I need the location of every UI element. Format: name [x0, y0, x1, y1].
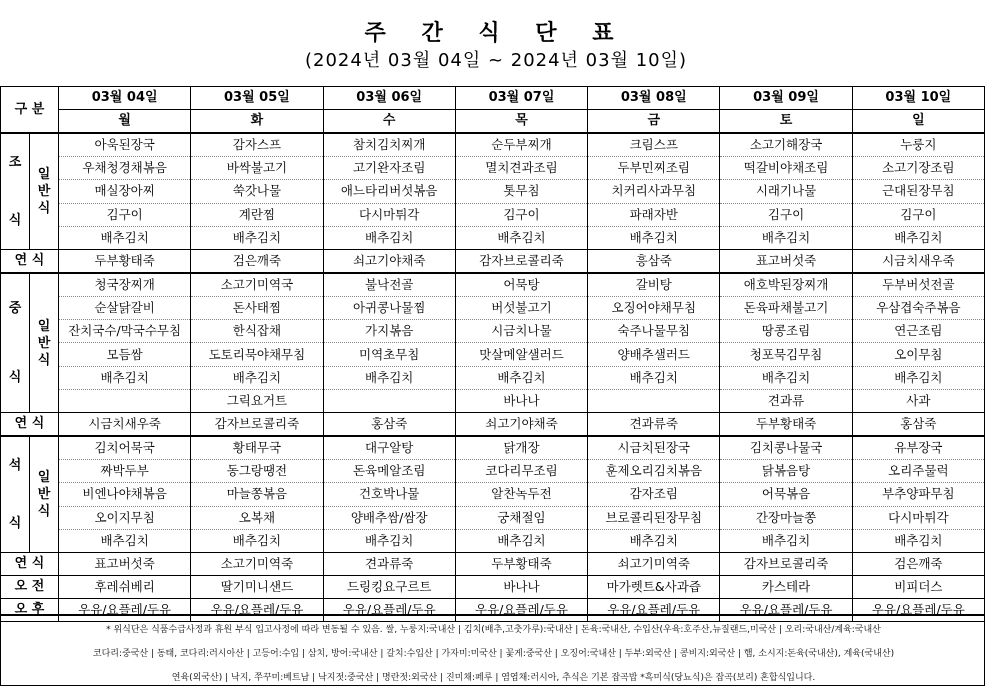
menu-cell: 배추김치: [455, 226, 587, 249]
menu-cell: 바나나: [455, 389, 587, 412]
porridge-cell: 감자브로콜리죽: [455, 250, 587, 274]
menu-cell: 배추김치: [720, 529, 852, 552]
porridge-cell: 표고버섯죽: [720, 250, 852, 274]
snack-cell: 카스테라: [720, 576, 852, 599]
diet-type-label: [30, 133, 59, 250]
menu-cell: 배추김치: [323, 226, 455, 249]
snack-cell: 우유/요플레/두유: [59, 599, 191, 622]
menu-cell: 동그랑땡전: [191, 460, 323, 483]
menu-cell: 양배추쌈/쌈장: [323, 506, 455, 529]
snack-cell: 우유/요플레/두유: [323, 599, 455, 622]
menu-cell: 황태무국: [191, 436, 323, 460]
menu-cell: 잔치국수/막국수무침: [59, 320, 191, 343]
menu-cell: 돈육메알조림: [323, 460, 455, 483]
weekday-header: 화: [191, 110, 323, 134]
menu-cell: 계란찜: [191, 203, 323, 226]
menu-cell: 미역초무침: [323, 343, 455, 366]
menu-cell: 순두부찌개: [455, 133, 587, 157]
porridge-cell: 견과류죽: [323, 553, 455, 576]
menu-cell: 간장마늘쫑: [720, 506, 852, 529]
diet-type-label: [30, 436, 59, 553]
porridge-cell: 두부황태죽: [455, 553, 587, 576]
snack-cell: 드링킹요구르트: [323, 576, 455, 599]
menu-cell: 김구이: [852, 203, 984, 226]
menu-cell: 배추김치: [191, 226, 323, 249]
snack-cell: 후레쉬베리: [59, 576, 191, 599]
menu-cell: 닭개장: [455, 436, 587, 460]
porridge-label: 연 식: [1, 413, 59, 437]
gubun-header: 구 분: [1, 87, 59, 134]
menu-cell: 떡갈비야채조림: [720, 157, 852, 180]
menu-cell: 배추김치: [720, 226, 852, 249]
menu-cell: 소고기미역국: [191, 273, 323, 297]
weekday-header: 수: [323, 110, 455, 134]
menu-cell: 오복채: [191, 506, 323, 529]
menu-cell: 두부민찌조림: [588, 157, 720, 180]
diet-type-label: [30, 273, 59, 413]
menu-cell: 오징어야채무침: [588, 297, 720, 320]
menu-cell: 감자스프: [191, 133, 323, 157]
menu-cell: [323, 389, 455, 412]
meal-label: [1, 273, 30, 413]
weekday-header: 목: [455, 110, 587, 134]
menu-cell: 멸치견과조림: [455, 157, 587, 180]
menu-cell: 김구이: [455, 203, 587, 226]
menu-cell: 배추김치: [588, 366, 720, 389]
weekday-header: 월: [59, 110, 191, 134]
menu-cell: 어묵볶음: [720, 483, 852, 506]
menu-cell: 브로콜리된장무침: [588, 506, 720, 529]
snack-cell: 우유/요플레/두유: [191, 599, 323, 622]
menu-cell: 유부장국: [852, 436, 984, 460]
menu-cell: 사과: [852, 389, 984, 412]
menu-cell: 배추김치: [720, 366, 852, 389]
note-line: 연육(외국산) | 낙지, 쭈꾸미:베트남 | 낙지젓:중국산 | 명란젓:외국산 | 진미채:페루 | 염엽채:러시아, 추식은 기본 잡곡밥 *흑미식(당뇨식)은 잡곡(보리) 혼합식입니다.: [171, 673, 816, 683]
porridge-cell: 소고기미역죽: [191, 553, 323, 576]
menu-cell: 배추김치: [59, 366, 191, 389]
menu-cell: 배추김치: [59, 529, 191, 552]
menu-cell: 가지볶음: [323, 320, 455, 343]
menu-cell: 두부버섯전골: [852, 273, 984, 297]
snack-cell: 바나나: [455, 576, 587, 599]
porridge-cell: 쇠고기야채죽: [455, 413, 587, 437]
menu-cell: 누룽지: [852, 133, 984, 157]
menu-cell: 불낙전골: [323, 273, 455, 297]
porridge-cell: 두부황태죽: [720, 413, 852, 437]
menu-cell: 짜박두부: [59, 460, 191, 483]
meal-label-text: 중 식: [8, 301, 22, 385]
weekly-menu-table: [0, 86, 985, 622]
porridge-cell: 쇠고기야채죽: [323, 250, 455, 274]
menu-cell: 우삼겹숙주볶음: [852, 297, 984, 320]
menu-cell: 다시마튀각: [323, 203, 455, 226]
menu-cell: 파래자반: [588, 203, 720, 226]
porridge-cell: 감자브로콜리죽: [720, 553, 852, 576]
porridge-cell: 시금치새우죽: [59, 413, 191, 437]
menu-cell: 오이무침: [852, 343, 984, 366]
menu-cell: 코다리무조림: [455, 460, 587, 483]
menu-cell: 참치김치찌개: [323, 133, 455, 157]
snack-cell: 우유/요플레/두유: [588, 599, 720, 622]
menu-cell: 김구이: [59, 203, 191, 226]
menu-cell: 김치콩나물국: [720, 436, 852, 460]
porridge-cell: 시금치새우죽: [852, 250, 984, 274]
menu-cell: 고기완자조림: [323, 157, 455, 180]
porridge-label: 연 식: [1, 553, 59, 576]
menu-cell: 돈육파채불고기: [720, 297, 852, 320]
menu-cell: 연근조림: [852, 320, 984, 343]
note-line: 코다리:중국산 | 동태, 코다리:러시아산 | 고등어:수입 | 삼치, 방어:국내산 | 갈치:수입산 | 가자미:미국산 | 꽃게:중국산 | 오징어:국내산 | 두부:외국산 | 콩비지:외국산 | 햄, 소시지:돈육(국내산), 계육(국내산): [92, 649, 895, 659]
date-header: 03월 07일: [455, 87, 587, 110]
menu-cell: 시금치된장국: [588, 436, 720, 460]
menu-cell: 우채청경채볶음: [59, 157, 191, 180]
snack-cell: 딸기미니샌드: [191, 576, 323, 599]
menu-cell: 그릭요거트: [191, 389, 323, 412]
menu-cell: 청포묵김무침: [720, 343, 852, 366]
menu-cell: 소고기장조림: [852, 157, 984, 180]
weekday-header: 일: [852, 110, 984, 134]
snack-cell: 우유/요플레/두유: [720, 599, 852, 622]
menu-cell: 건호박나물: [323, 483, 455, 506]
meal-label: [1, 133, 30, 250]
snack-cell: 우유/요플레/두유: [455, 599, 587, 622]
snack-label: 오 후: [1, 599, 59, 622]
porridge-cell: 홍삼죽: [323, 413, 455, 437]
menu-cell: 배추김치: [323, 529, 455, 552]
menu-cell: 김치어묵국: [59, 436, 191, 460]
menu-cell: 배추김치: [852, 529, 984, 552]
menu-cell: 감자조림: [588, 483, 720, 506]
date-header: 03월 06일: [323, 87, 455, 110]
porridge-cell: 홍삼죽: [852, 413, 984, 437]
weekday-header: 금: [588, 110, 720, 134]
menu-cell: 톳무침: [455, 180, 587, 203]
menu-cell: 아욱된장국: [59, 133, 191, 157]
menu-cell: 배추김치: [191, 529, 323, 552]
menu-cell: 오리주물럭: [852, 460, 984, 483]
menu-cell: 배추김치: [852, 366, 984, 389]
porridge-cell: 쇠고기미역죽: [588, 553, 720, 576]
menu-cell: 배추김치: [455, 529, 587, 552]
snack-cell: 우유/요플레/두유: [852, 599, 984, 622]
snack-cell: 비피더스: [852, 576, 984, 599]
menu-cell: 어묵탕: [455, 273, 587, 297]
note-line: * 위식단은 식품수급사정과 휴원 부식 입고사정에 따라 변동될 수 있음. 쌀, 누룽지:국내산 | 김치(배추,고춧가루):국내산 | 돈육:국내산, 수입산(우육:호주산,뉴질랜드,미국산 | 오리:국내산/계육:국내산: [106, 625, 881, 635]
meal-label-text: 석 식: [8, 458, 22, 531]
menu-cell: 한식잡채: [191, 320, 323, 343]
menu-cell: 배추김치: [323, 366, 455, 389]
menu-cell: 배추김치: [588, 226, 720, 249]
menu-cell: 모듬쌈: [59, 343, 191, 366]
date-range: (2024년 03월 04일 ~ 2024년 03월 10일): [304, 50, 688, 71]
menu-cell: 갈비탕: [588, 273, 720, 297]
menu-cell: [588, 389, 720, 412]
menu-cell: 배추김치: [59, 226, 191, 249]
menu-cell: 아귀콩나물찜: [323, 297, 455, 320]
menu-cell: [59, 389, 191, 412]
menu-cell: 배추김치: [191, 366, 323, 389]
menu-cell: 시금치나물: [455, 320, 587, 343]
menu-cell: 배추김치: [455, 366, 587, 389]
notes-box: [0, 614, 985, 686]
menu-cell: 순살닭갈비: [59, 297, 191, 320]
menu-cell: 애호박된장찌개: [720, 273, 852, 297]
porridge-label: 연 식: [1, 250, 59, 274]
menu-cell: 맛살메알샐러드: [455, 343, 587, 366]
snack-label: 오 전: [1, 576, 59, 599]
page-title: 주 간 식 단 표: [364, 21, 628, 46]
menu-cell: 비엔나야채볶음: [59, 483, 191, 506]
porridge-cell: 감자브로콜리죽: [191, 413, 323, 437]
date-header: 03월 05일: [191, 87, 323, 110]
date-header: 03월 09일: [720, 87, 852, 110]
menu-cell: 배추김치: [852, 226, 984, 249]
menu-cell: 배추김치: [588, 529, 720, 552]
date-header: 03월 04일: [59, 87, 191, 110]
meal-label: [1, 436, 30, 553]
menu-cell: 매실장아찌: [59, 180, 191, 203]
menu-cell: 시래기나물: [720, 180, 852, 203]
diet-type-text: 일 반 식: [37, 318, 51, 368]
menu-cell: 다시마튀각: [852, 506, 984, 529]
porridge-cell: 두부황태죽: [59, 250, 191, 274]
porridge-cell: 검은깨죽: [852, 553, 984, 576]
meal-label-text: 조 식: [8, 155, 22, 228]
menu-cell: 닭볶음탕: [720, 460, 852, 483]
menu-cell: 치커리사과무침: [588, 180, 720, 203]
porridge-cell: 표고버섯죽: [59, 553, 191, 576]
menu-cell: 견과류: [720, 389, 852, 412]
menu-cell: 크림스프: [588, 133, 720, 157]
menu-cell: 부추양파무침: [852, 483, 984, 506]
menu-cell: 훈제오리김치볶음: [588, 460, 720, 483]
porridge-cell: 흥삼죽: [588, 250, 720, 274]
diet-type-text: 일 반 식: [37, 470, 51, 519]
menu-cell: 양배추샐러드: [588, 343, 720, 366]
porridge-cell: 검은깨죽: [191, 250, 323, 274]
porridge-cell: 견과류죽: [588, 413, 720, 437]
menu-cell: 김구이: [720, 203, 852, 226]
menu-cell: 청국장찌개: [59, 273, 191, 297]
snack-cell: 마가렛트&사과즙: [588, 576, 720, 599]
menu-cell: 궁채절임: [455, 506, 587, 529]
menu-cell: 버섯불고기: [455, 297, 587, 320]
menu-cell: 근대된장무침: [852, 180, 984, 203]
menu-cell: 마늘쫑볶음: [191, 483, 323, 506]
menu-cell: 알찬녹두전: [455, 483, 587, 506]
menu-cell: 대구알탕: [323, 436, 455, 460]
menu-cell: 오이지무침: [59, 506, 191, 529]
menu-cell: 땅콩조림: [720, 320, 852, 343]
menu-cell: 바싹불고기: [191, 157, 323, 180]
menu-cell: 소고기해장국: [720, 133, 852, 157]
menu-cell: 돈사태찜: [191, 297, 323, 320]
menu-cell: 애느타리버섯볶음: [323, 180, 455, 203]
menu-cell: 쑥갓나물: [191, 180, 323, 203]
menu-cell: 도토리묵야채무침: [191, 343, 323, 366]
weekday-header: 토: [720, 110, 852, 134]
date-header: 03월 08일: [588, 87, 720, 110]
menu-cell: 숙주나물무침: [588, 320, 720, 343]
diet-type-text: 일 반 식: [37, 167, 51, 216]
date-header: 03월 10일: [852, 87, 984, 110]
